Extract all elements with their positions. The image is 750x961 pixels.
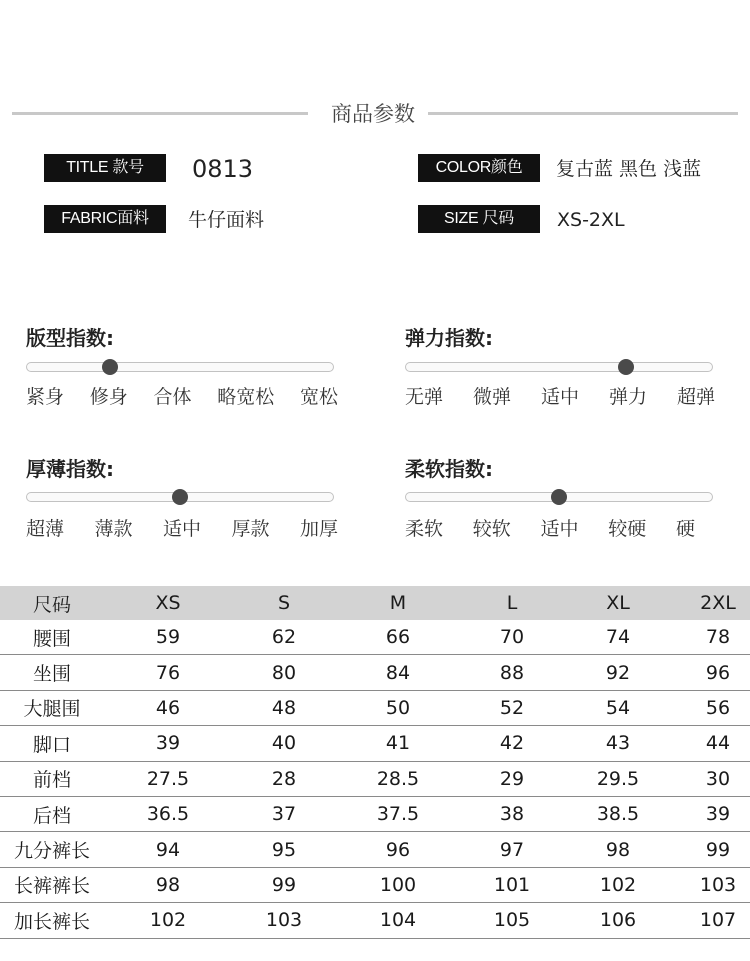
table-row-label: 前档 <box>32 769 71 792</box>
table-cell: 39 <box>705 803 731 826</box>
scale-label: 合体 <box>153 386 192 408</box>
scale-label: 适中 <box>162 518 201 540</box>
elastic-index-marker <box>618 359 634 375</box>
fabric-value: 牛仔面料 <box>188 209 265 231</box>
table-row-label: 长裤裤长 <box>13 875 90 898</box>
scale-label: 较硬 <box>608 518 647 540</box>
table-cell: 38.5 <box>596 803 640 826</box>
table-cell: 106 <box>599 909 637 932</box>
table-cell: 29.5 <box>596 767 640 790</box>
scale-label: 修身 <box>89 386 128 408</box>
elastic-index-title: 弹力指数: <box>405 326 493 350</box>
scale-label: 宽松 <box>299 386 338 408</box>
scale-label: 超薄 <box>26 518 65 540</box>
table-row <box>0 620 750 655</box>
table-cell: 99 <box>271 873 297 896</box>
table-cell: 52 <box>499 696 525 719</box>
thickness-index-scale <box>26 514 338 541</box>
scale-label: 柔软 <box>405 518 444 540</box>
table-cell: 43 <box>605 732 631 755</box>
table-cell: 103 <box>699 873 737 896</box>
table-cell: 41 <box>385 732 411 755</box>
table-row-label: 腰围 <box>32 627 71 650</box>
table-header-cell: S <box>277 592 291 614</box>
table-cell: 54 <box>605 696 631 719</box>
scale-label: 薄款 <box>94 518 133 540</box>
size-tag: SIZE 尺码 <box>418 205 540 233</box>
table-cell: 102 <box>599 873 637 896</box>
softness-index-scale <box>405 514 695 541</box>
table-cell: 30 <box>705 767 731 790</box>
table-cell: 76 <box>155 661 181 684</box>
table-cell: 92 <box>605 661 631 684</box>
table-cell: 96 <box>705 661 731 684</box>
fit-index-marker <box>102 359 118 375</box>
title-value: 0813 <box>192 155 254 183</box>
scale-label: 紧身 <box>26 386 65 408</box>
table-cell: 48 <box>271 696 297 719</box>
scale-label: 弹力 <box>608 386 647 408</box>
table-cell: 74 <box>605 626 631 649</box>
table-cell: 42 <box>499 732 525 755</box>
scale-label: 适中 <box>540 386 579 408</box>
scale-label: 无弹 <box>405 386 444 408</box>
table-cell: 96 <box>385 838 411 861</box>
scale-label: 硬 <box>675 518 695 540</box>
table-cell: 37 <box>271 803 297 826</box>
table-header-cell: M <box>389 592 407 614</box>
scale-label: 超弹 <box>676 386 715 408</box>
table-cell: 95 <box>271 838 297 861</box>
table-row-label: 加长裤长 <box>13 910 90 933</box>
section-title: 商品参数 <box>331 102 415 126</box>
title-tag: TITLE 款号 <box>44 154 166 182</box>
size-table <box>0 586 750 939</box>
table-cell: 40 <box>271 732 297 755</box>
scale-label: 略宽松 <box>217 386 275 408</box>
table-cell: 101 <box>493 873 531 896</box>
thickness-index-title: 厚薄指数: <box>26 457 114 481</box>
table-cell: 36.5 <box>146 803 190 826</box>
table-cell: 98 <box>155 873 181 896</box>
table-cell: 39 <box>155 732 181 755</box>
softness-index-track <box>405 492 713 502</box>
table-cell: 104 <box>379 909 417 932</box>
table-row <box>0 868 750 903</box>
table-cell: 37.5 <box>376 803 420 826</box>
table-row <box>0 762 750 797</box>
elastic-index-scale <box>405 382 715 409</box>
divider-left <box>12 112 308 115</box>
table-cell: 98 <box>605 838 631 861</box>
fit-index-track <box>26 362 334 372</box>
table-row <box>0 655 750 690</box>
table-cell: 102 <box>149 909 187 932</box>
table-cell: 80 <box>271 661 297 684</box>
table-cell: 107 <box>699 909 737 932</box>
table-row-label: 坐围 <box>32 663 71 686</box>
scale-label: 较软 <box>472 518 511 540</box>
table-header-cell: L <box>506 592 518 614</box>
table-header-cell: 尺码 <box>32 593 71 616</box>
color-tag: COLOR颜色 <box>418 154 540 182</box>
fit-index-title: 版型指数: <box>26 326 114 350</box>
fabric-tag: FABRIC面料 <box>44 205 166 233</box>
table-cell: 94 <box>155 838 181 861</box>
table-cell: 100 <box>379 873 417 896</box>
table-row <box>0 726 750 761</box>
table-row-label: 九分裤长 <box>13 840 90 863</box>
table-header-row <box>0 586 750 620</box>
table-cell: 88 <box>499 661 525 684</box>
table-cell: 99 <box>705 838 731 861</box>
softness-index-title: 柔软指数: <box>405 457 493 481</box>
color-value: 复古蓝 黑色 浅蓝 <box>556 158 702 180</box>
table-row-label: 脚口 <box>32 733 71 756</box>
table-cell: 84 <box>385 661 411 684</box>
table-cell: 103 <box>265 909 303 932</box>
table-header-cell: 2XL <box>700 592 736 614</box>
table-cell: 27.5 <box>146 767 190 790</box>
table-header-cell: XL <box>606 592 630 614</box>
scale-label: 微弹 <box>472 386 511 408</box>
table-row-label: 大腿围 <box>23 698 81 721</box>
scale-label: 厚款 <box>231 518 270 540</box>
table-cell: 66 <box>385 626 411 649</box>
table-cell: 46 <box>155 696 181 719</box>
elastic-index-track <box>405 362 713 372</box>
table-row <box>0 832 750 867</box>
table-row-label: 后档 <box>32 804 71 827</box>
table-cell: 62 <box>271 626 297 649</box>
table-cell: 28.5 <box>376 767 420 790</box>
table-row <box>0 903 750 938</box>
table-cell: 28 <box>271 767 297 790</box>
thickness-index-marker <box>172 489 188 505</box>
table-cell: 70 <box>499 626 525 649</box>
table-cell: 59 <box>155 626 181 649</box>
table-cell: 44 <box>705 732 731 755</box>
size-value: XS-2XL <box>557 209 625 231</box>
table-cell: 38 <box>499 803 525 826</box>
table-cell: 97 <box>499 838 525 861</box>
table-row <box>0 797 750 832</box>
table-cell: 105 <box>493 909 531 932</box>
softness-index-marker <box>551 489 567 505</box>
scale-label: 适中 <box>540 518 579 540</box>
table-cell: 78 <box>705 626 731 649</box>
thickness-index-track <box>26 492 334 502</box>
section-header <box>0 98 750 128</box>
table-cell: 50 <box>385 696 411 719</box>
table-row <box>0 691 750 726</box>
fit-index-scale <box>26 382 338 409</box>
table-cell: 29 <box>499 767 525 790</box>
table-header-cell: XS <box>155 592 181 614</box>
table-cell: 56 <box>705 696 731 719</box>
divider-right <box>428 112 738 115</box>
scale-label: 加厚 <box>299 518 338 540</box>
